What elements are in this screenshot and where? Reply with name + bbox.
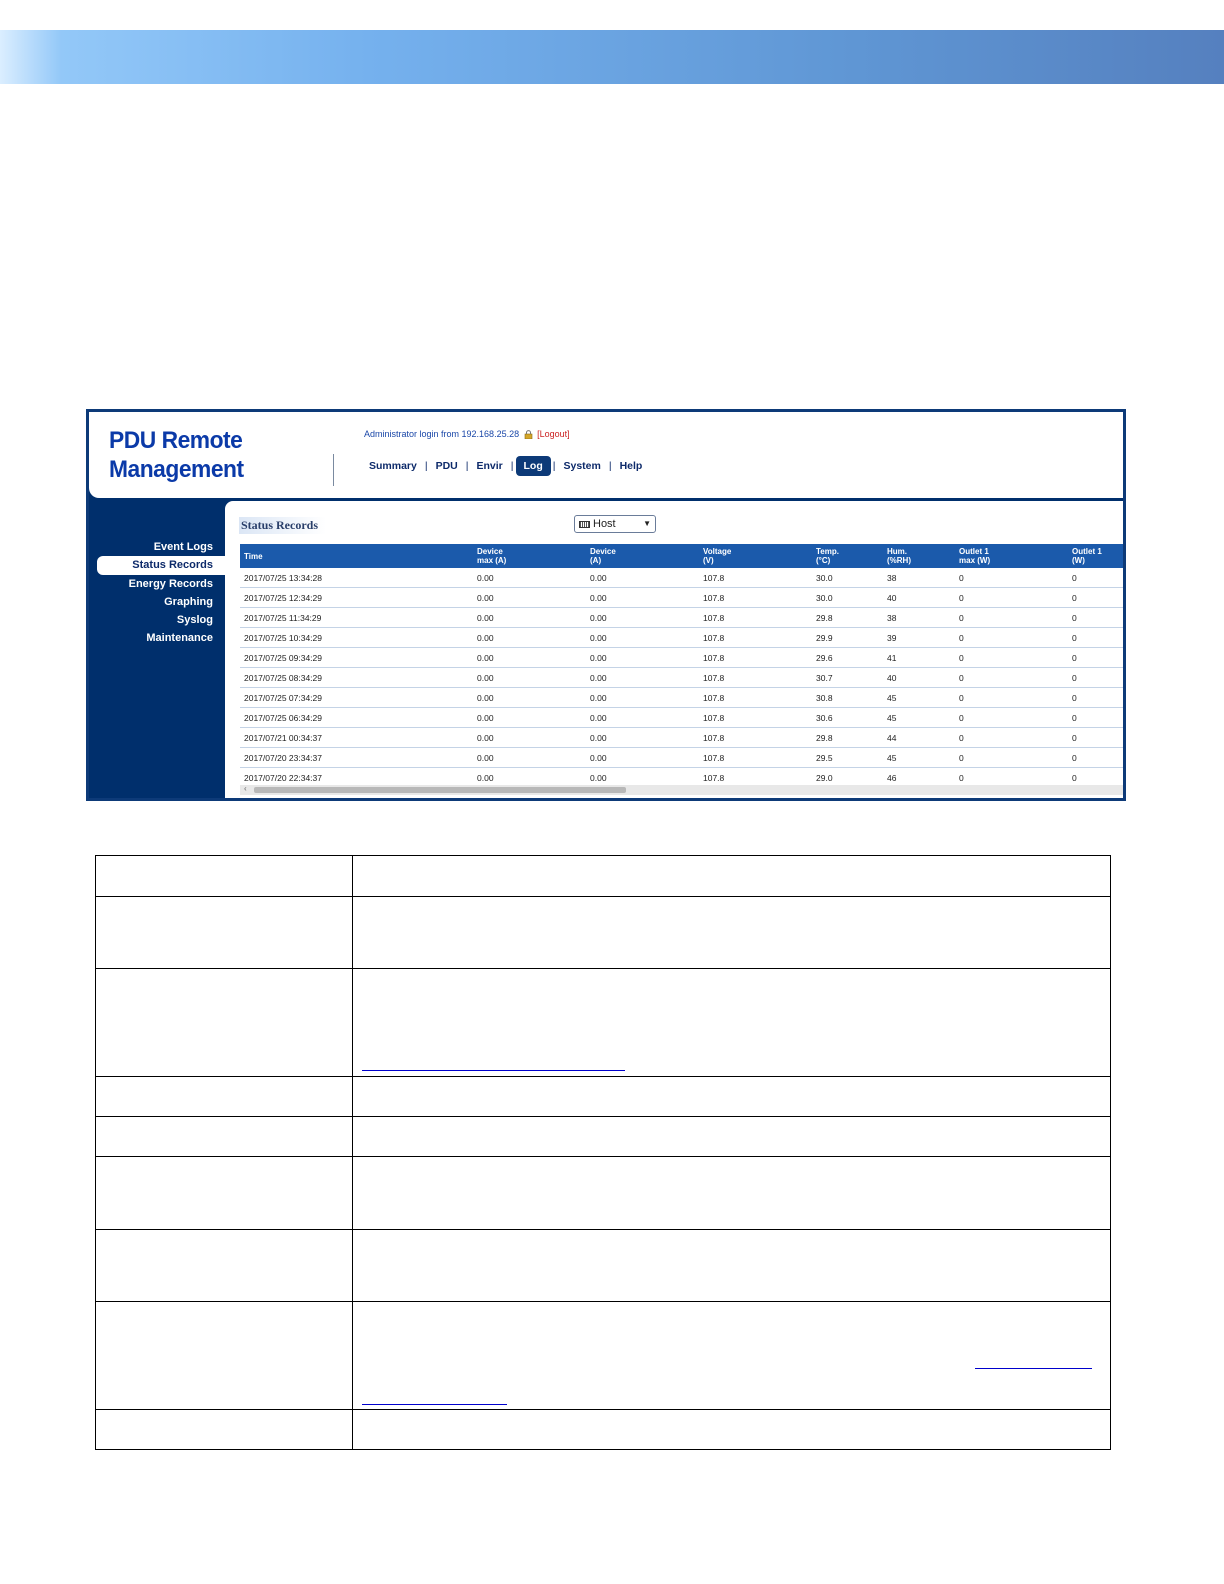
table-cell: 40 [883,668,955,688]
table-cell: 29.5 [812,748,883,768]
table-cell: 38 [883,568,955,588]
table-cell: 30.6 [812,708,883,728]
header-banner [0,30,1224,84]
table-cell: 107.8 [699,608,812,628]
table-cell: 2017/07/25 09:34:29 [240,648,473,668]
table-cell: 0 [1068,588,1125,608]
table-cell: 0 [955,648,1068,668]
table-cell: 0 [1068,748,1125,768]
column-header[interactable] [473,544,586,568]
hyperlink-underline[interactable] [362,1404,507,1405]
table-cell: 0.00 [473,728,586,748]
column-header-line2: (V) [703,556,714,565]
table-cell: 0 [1068,568,1125,588]
table-cell: 0 [955,728,1068,748]
table-row [240,688,1125,708]
page-title: Status Records [239,517,326,534]
brand-line1: PDU Remote [109,427,243,454]
table-cell: 0.00 [586,728,699,748]
table-row [240,668,1125,688]
table-cell: 0.00 [473,608,586,628]
table-cell: 0.00 [473,588,586,608]
table-cell: 45 [883,748,955,768]
table-cell: 107.8 [699,748,812,768]
table-cell: 0 [955,588,1068,608]
table-cell: 0.00 [586,648,699,668]
column-header-line2: (°C) [816,556,831,565]
table-cell: 39 [883,628,955,648]
sidebar-item-graphing[interactable]: Graphing [164,595,213,608]
table-cell: 2017/07/25 11:34:29 [240,608,473,628]
table-cell: 0.00 [586,668,699,688]
lock-icon [524,430,533,439]
nav-separator: | [465,460,469,472]
table-cell: 0.00 [473,668,586,688]
table-row [96,1302,1111,1410]
table-cell: 2017/07/20 23:34:37 [240,748,473,768]
table-cell: 0.00 [473,628,586,648]
column-header[interactable] [812,544,883,568]
table-row [96,1117,1111,1157]
brand-line2: Management [109,456,244,483]
column-header-line1: Temp. [816,547,839,556]
table-cell: 0.00 [473,648,586,668]
table-cell: 0.00 [473,768,586,788]
table-row [240,708,1125,728]
table-cell: 107.8 [699,688,812,708]
table-cell: 44 [883,728,955,748]
table-cell: 0 [955,708,1068,728]
table-cell: 107.8 [699,628,812,648]
log-sidebar [89,498,225,798]
table-cell: 0 [955,628,1068,648]
table-cell: 0.00 [586,628,699,648]
nav-separator: | [510,460,514,472]
table-cell: 45 [883,708,955,728]
nav-tab-envir[interactable]: Envir [476,460,503,472]
table-cell: 107.8 [699,568,812,588]
column-header-line2: (W) [1072,556,1085,565]
column-header-line1: Voltage [703,547,732,556]
status-records-table [240,544,1125,788]
horizontal-scrollbar[interactable] [240,785,1125,795]
nav-separator: | [424,460,428,472]
pdu-header [89,412,1123,498]
table-cell: 40 [883,588,955,608]
nav-tab-help[interactable]: Help [619,460,643,472]
column-header-line2: (A) [590,556,602,565]
table-cell: 30.0 [812,588,883,608]
table-cell: 2017/07/21 00:34:37 [240,728,473,748]
column-header-line2: max (W) [959,556,991,565]
table-row [240,648,1125,668]
column-header[interactable] [1068,544,1125,568]
table-cell: 2017/07/25 10:34:29 [240,628,473,648]
table-cell: 0.00 [586,748,699,768]
table-cell: 107.8 [699,728,812,748]
host-select[interactable] [574,515,656,533]
table-cell: 0 [955,688,1068,708]
table-cell: 107.8 [699,708,812,728]
table-cell: 29.9 [812,628,883,648]
table-cell: 0 [1068,688,1125,708]
table-cell: 0.00 [473,568,586,588]
table-cell: 107.8 [699,588,812,608]
brand-logo [109,426,244,484]
table-row [96,897,1111,969]
table-cell: 38 [883,608,955,628]
sidebar-item-energy-records[interactable]: Energy Records [128,577,213,590]
table-cell: 0.00 [473,688,586,708]
table-cell: 2017/07/25 12:34:29 [240,588,473,608]
nav-tab-system[interactable]: System [563,460,601,472]
nav-separator: | [552,460,556,472]
table-cell: 29.0 [812,768,883,788]
table-cell: 0 [1068,708,1125,728]
column-header-line1: Time [244,551,263,561]
table-cell: 30.7 [812,668,883,688]
table-row [240,728,1125,748]
table-cell: 0.00 [586,568,699,588]
logout-link[interactable]: [Logout] [537,429,570,439]
table-cell: 0 [955,568,1068,588]
scrollbar-thumb[interactable] [254,787,626,793]
sidebar-item-maintenance[interactable]: Maintenance [146,632,213,645]
table-cell: 2017/07/25 07:34:29 [240,688,473,708]
column-header-line2: (%RH) [887,556,911,565]
pdu-screenshot-frame [86,409,1126,801]
table-cell: 0.00 [586,588,699,608]
table-row [240,568,1125,588]
table-cell: 29.8 [812,728,883,748]
sidebar-item-syslog[interactable]: Syslog [176,614,213,627]
table-cell: 0 [1068,768,1125,788]
chevron-down-icon: ▼ [643,519,651,528]
table-row [96,1077,1111,1117]
column-header-line1: Outlet 1 [1072,547,1102,556]
nav-tab-pdu[interactable]: PDU [435,460,458,472]
table-cell: 2017/07/25 06:34:29 [240,708,473,728]
table-cell: 0 [1068,628,1125,648]
sidebar-spacer [89,498,225,538]
nav-tab-log[interactable]: Log [516,456,551,476]
main-nav [363,456,648,476]
table-row [96,1410,1111,1450]
table-cell: 0 [1068,648,1125,668]
table-cell: 0 [955,768,1068,788]
table-cell: 0 [955,608,1068,628]
column-header-line1: Outlet 1 [959,547,989,556]
host-select-value: Host [593,518,616,530]
status-records-panel [225,501,1125,801]
table-header-row [240,544,1125,568]
table-cell: 0 [955,668,1068,688]
description-table [95,855,1111,1450]
column-header[interactable] [586,544,699,568]
table-cell: 30.0 [812,568,883,588]
table-cell: 0.00 [586,608,699,628]
table-row [96,1230,1111,1302]
table-cell: 0.00 [586,708,699,728]
table-cell: 107.8 [699,768,812,788]
table-row [240,588,1125,608]
table-row [240,628,1125,648]
table-cell: 0.00 [473,748,586,768]
table-row [240,608,1125,628]
column-header[interactable] [883,544,955,568]
nav-tab-summary[interactable]: Summary [369,460,417,472]
table-cell: 41 [883,648,955,668]
column-header[interactable] [699,544,812,568]
table-cell: 46 [883,768,955,788]
table-row [96,1157,1111,1230]
table-cell: 29.6 [812,648,883,668]
header-divider [333,454,334,486]
table-cell: 30.8 [812,688,883,708]
login-text: Administrator login from 192.168.25.28 [364,429,520,439]
hyperlink-underline[interactable] [362,1070,625,1071]
table-cell: 2017/07/25 08:34:29 [240,668,473,688]
table-cell: 0 [1068,668,1125,688]
scroll-left-icon[interactable]: ‹ [244,784,247,793]
table-row [96,856,1111,897]
table-cell: 2017/07/20 22:34:37 [240,768,473,788]
login-info [364,429,570,439]
table-cell: 0.00 [586,768,699,788]
column-header[interactable] [240,544,473,568]
keyboard-icon [579,521,590,528]
table-cell: 0 [1068,608,1125,628]
table-row [240,748,1125,768]
table-cell: 29.8 [812,608,883,628]
table-cell: 107.8 [699,668,812,688]
nav-separator: | [608,460,612,472]
table-cell: 2017/07/25 13:34:28 [240,568,473,588]
sidebar-item-status-records[interactable]: Status Records [97,556,225,574]
column-header-line1: Device [590,547,616,556]
table-cell: 107.8 [699,648,812,668]
column-header-line2: max (A) [477,556,507,565]
table-cell: 0 [1068,728,1125,748]
hyperlink-underline[interactable] [975,1368,1092,1369]
table-row [96,969,1111,1077]
column-header[interactable] [955,544,1068,568]
column-header-line1: Hum. [887,547,907,556]
table-cell: 0.00 [473,708,586,728]
sidebar-item-event-logs[interactable]: Event Logs [153,541,213,553]
column-header-line1: Device [477,547,503,556]
table-cell: 0 [955,748,1068,768]
table-cell: 0.00 [586,688,699,708]
table-cell: 45 [883,688,955,708]
